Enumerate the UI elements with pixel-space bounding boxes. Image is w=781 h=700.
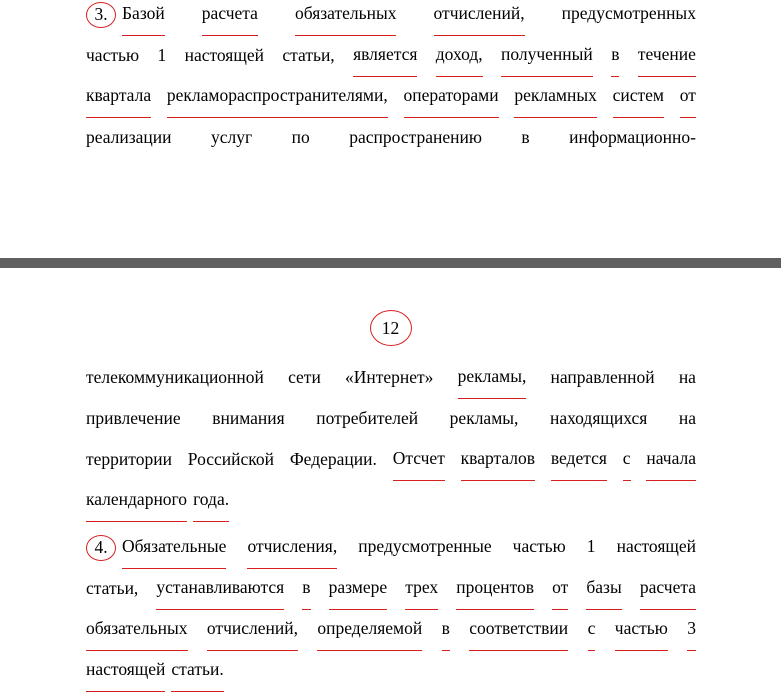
text-line bbox=[86, 0, 696, 35]
word: в bbox=[442, 608, 450, 651]
word: рекламы, bbox=[449, 408, 519, 428]
word: базы bbox=[586, 567, 621, 610]
word: процентов bbox=[456, 567, 534, 610]
text-line bbox=[86, 650, 696, 691]
word: в bbox=[302, 567, 310, 610]
word: полученный bbox=[501, 34, 593, 77]
word: года. bbox=[193, 479, 229, 522]
word: Отсчет bbox=[393, 438, 445, 481]
paragraph-4 bbox=[86, 527, 696, 691]
text-line bbox=[86, 439, 696, 480]
word: по bbox=[291, 127, 310, 147]
paragraph-number-marker-3: 3. bbox=[86, 2, 116, 28]
word: информационно- bbox=[569, 127, 696, 147]
word: отчисления, bbox=[247, 526, 337, 569]
word: Базой bbox=[122, 0, 165, 36]
word: статьи. bbox=[171, 649, 223, 692]
word: обязательных bbox=[295, 0, 397, 36]
word: находящихся bbox=[549, 408, 648, 428]
text-line bbox=[86, 609, 696, 650]
word: трех bbox=[405, 567, 438, 610]
word: территории bbox=[86, 449, 172, 469]
word: настоящей bbox=[86, 649, 165, 692]
text-line bbox=[86, 117, 696, 158]
word: привлечение bbox=[86, 408, 181, 428]
word: статьи, bbox=[86, 578, 139, 598]
word: реализации bbox=[86, 127, 172, 147]
word: предусмотренные bbox=[358, 536, 492, 556]
text-line bbox=[86, 357, 696, 398]
text-line bbox=[86, 35, 696, 76]
word: 3 bbox=[687, 608, 696, 651]
word: от bbox=[680, 75, 696, 118]
word: рекламных bbox=[514, 75, 596, 118]
word: настоящей bbox=[184, 45, 264, 65]
word: Российской bbox=[187, 449, 275, 469]
paragraph-3 bbox=[86, 0, 696, 158]
word: в bbox=[521, 127, 530, 147]
page-separator bbox=[0, 258, 781, 268]
text-line bbox=[86, 568, 696, 609]
word: от bbox=[552, 567, 568, 610]
word: потребителей bbox=[316, 408, 419, 428]
word: телекоммуникационной bbox=[86, 367, 264, 387]
word: на bbox=[678, 408, 696, 428]
word: Федерации. bbox=[289, 449, 377, 469]
word: отчислений, bbox=[434, 0, 525, 36]
word: в bbox=[611, 34, 619, 77]
word: устанавливаются bbox=[156, 567, 284, 610]
word: частью bbox=[86, 45, 140, 65]
word: размере bbox=[329, 567, 388, 610]
page-number-wrap bbox=[0, 310, 781, 346]
paragraph-continued bbox=[86, 357, 696, 521]
text-line bbox=[86, 527, 696, 568]
word: расчета bbox=[640, 567, 696, 610]
word: «Интернет» bbox=[344, 367, 434, 387]
word: частью bbox=[512, 536, 566, 556]
line-words bbox=[122, 0, 696, 36]
word: 1 bbox=[586, 536, 596, 556]
word: статьи, bbox=[282, 45, 335, 65]
word: 1 bbox=[157, 45, 167, 65]
word: внимания bbox=[212, 408, 285, 428]
word: определяемой bbox=[317, 608, 422, 651]
word: настоящей bbox=[616, 536, 696, 556]
word: ведется bbox=[551, 438, 607, 481]
page-number-marker: 12 bbox=[370, 310, 412, 346]
word: соответствии bbox=[469, 608, 568, 651]
word: сети bbox=[288, 367, 321, 387]
word: обязательных bbox=[86, 608, 188, 651]
word: расчета bbox=[202, 0, 258, 36]
word: Обязательные bbox=[122, 526, 226, 569]
word: на bbox=[678, 367, 696, 387]
word: является bbox=[353, 34, 417, 77]
word: распространению bbox=[349, 127, 482, 147]
word: операторами bbox=[404, 75, 499, 118]
text-line bbox=[86, 480, 696, 521]
word: отчислений, bbox=[207, 608, 298, 651]
word: течение bbox=[638, 34, 696, 77]
word: календарного bbox=[86, 479, 187, 522]
word: квартала bbox=[86, 75, 151, 118]
word: рекламы, bbox=[458, 356, 527, 399]
word: рекламораспространителями, bbox=[167, 75, 388, 118]
paragraph-number-marker-4: 4. bbox=[86, 535, 116, 561]
word: предусмотренных bbox=[561, 3, 696, 23]
document-page-top bbox=[0, 0, 781, 258]
word: услуг bbox=[211, 127, 253, 147]
word: кварталов bbox=[461, 438, 535, 481]
text-line bbox=[86, 398, 696, 439]
line-words bbox=[122, 526, 696, 569]
word: направленной bbox=[550, 367, 655, 387]
word: систем bbox=[613, 75, 664, 118]
text-line bbox=[86, 76, 696, 117]
word: начала bbox=[646, 438, 696, 481]
word: с bbox=[623, 438, 631, 481]
word: частью bbox=[615, 608, 668, 651]
word: с bbox=[588, 608, 596, 651]
word: доход, bbox=[436, 34, 483, 77]
